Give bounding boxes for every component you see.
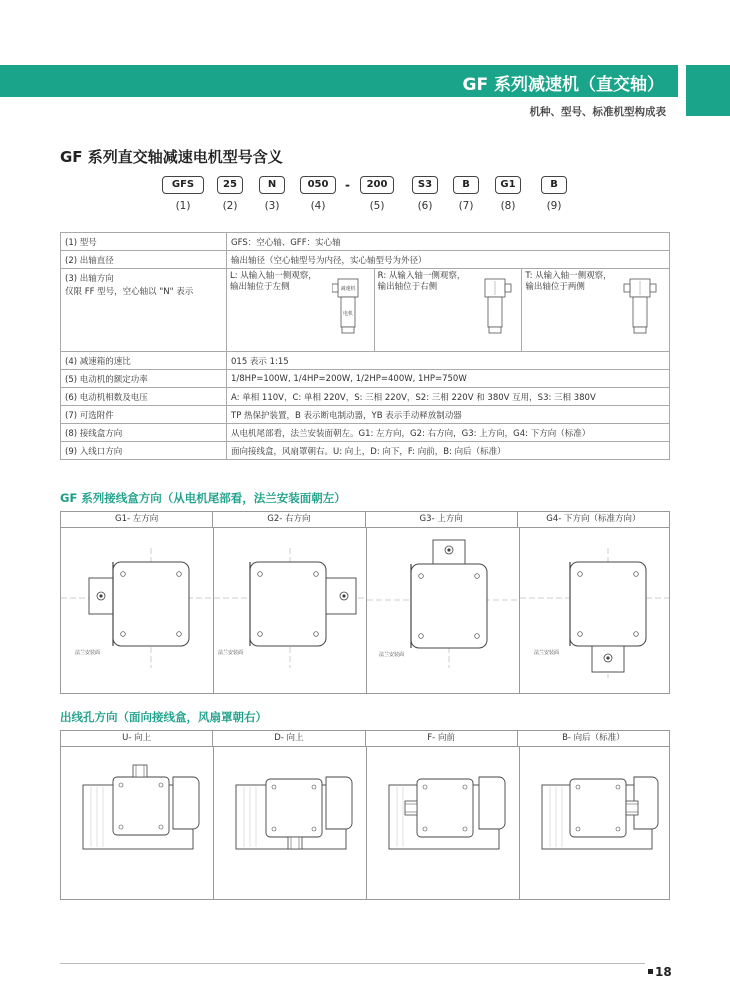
terminal-section-title: GF 系列接线盒方向（从电机尾部看，法兰安装面朝左） xyxy=(60,491,346,505)
motor-label: 电机 xyxy=(342,311,353,317)
code-box-diameter: 25 xyxy=(217,176,243,194)
row-label: (9) 入线口方向 xyxy=(61,442,227,460)
code-number: (7) xyxy=(458,200,474,212)
page-marker-icon xyxy=(648,969,653,974)
row-label: (8) 接线盒方向 xyxy=(61,424,227,442)
row-label: (7) 可选附件 xyxy=(61,406,227,424)
row-value: GFS：空心轴、GFF：实心轴 xyxy=(227,233,670,251)
terminal-diagram-g3 xyxy=(366,528,519,694)
code-box-ratio: 050 xyxy=(300,176,336,194)
row-label xyxy=(61,269,227,352)
row-value: A: 单相 110V，C: 单相 220V，S: 三相 220V，S2: 三相 220V 和 380V 互用，S3: 三相 380V xyxy=(227,388,670,406)
motor-end-view-g4 xyxy=(520,528,672,694)
row-value: 015 表示 1:15 xyxy=(227,352,670,370)
direction-option-r xyxy=(374,269,522,351)
terminal-header-g3: G3- 上方向 xyxy=(365,512,517,527)
table-row xyxy=(61,442,670,460)
row-label: (1) 型号 xyxy=(61,233,227,251)
outlet-diagram-u xyxy=(61,747,213,900)
shaft-left-diagram xyxy=(332,275,366,345)
table-row xyxy=(61,352,670,370)
table-row xyxy=(61,388,670,406)
flange-label: 法兰安装面 xyxy=(75,650,101,656)
flange-label: 法兰安装面 xyxy=(218,650,244,656)
table-row xyxy=(61,406,670,424)
code-number: (2) xyxy=(222,200,238,212)
terminal-header-g1: G1- 左方向 xyxy=(114,514,159,524)
outlet-diagram-row xyxy=(61,747,669,900)
table-row xyxy=(61,424,670,442)
row-value: TP 热保护装置，B 表示断电制动器，YB 表示手动释放制动器 xyxy=(227,406,670,424)
motor-end-view-g3 xyxy=(367,528,519,694)
row-label-line1: (3) 出轴方向 xyxy=(65,274,114,284)
code-number: (4) xyxy=(310,200,326,212)
code-box-type: GFS xyxy=(162,176,204,194)
direction-option-t xyxy=(521,269,669,351)
row-label: (6) 电动机相数及电压 xyxy=(61,388,227,406)
direction-text: R: 从输入轴一侧观察，输出轴位于右侧 xyxy=(377,271,466,292)
row-value: 从电机尾部看，法兰安装面朝左。G1: 左方向，G2: 右方向，G3: 上方向，G4: 下方向（标准） xyxy=(227,424,670,442)
page-number: 18 xyxy=(655,965,672,979)
header-tab xyxy=(686,65,730,116)
terminal-diagram-row xyxy=(61,528,669,694)
terminal-header-g4: G4- 下方向（标准方向） xyxy=(517,512,669,527)
spec-table xyxy=(60,232,670,460)
header-banner xyxy=(0,65,678,97)
motor-end-view-g2 xyxy=(214,528,366,694)
code-box-power: 200 xyxy=(360,176,394,194)
gear-label: 减速机 xyxy=(340,286,356,292)
flange-label: 法兰安装面 xyxy=(534,650,560,656)
model-section-title: GF 系列直交轴减速电机型号含义 xyxy=(60,148,283,166)
outlet-header-f: F- 向前 xyxy=(365,731,517,746)
outlet-diagram-d xyxy=(213,747,366,900)
motor-side-view-b xyxy=(520,747,672,900)
code-box-voltage: S3 xyxy=(412,176,438,194)
motor-side-view-u xyxy=(61,747,213,900)
outlet-diagram-b xyxy=(519,747,672,900)
row-value: 输出轴径（空心轴型号为内径，实心轴型号为外径） xyxy=(227,251,670,269)
row-label-line2: 仅限 FF 型号，空心轴以 "N" 表示 xyxy=(65,287,194,297)
direction-text: L: 从输入轴一侧观察，输出轴位于左侧 xyxy=(230,271,317,292)
code-number: (8) xyxy=(500,200,516,212)
model-code-row xyxy=(0,176,730,196)
row-label: (4) 减速箱的速比 xyxy=(61,352,227,370)
flange-label: 法兰安装面 xyxy=(379,652,405,658)
code-number: (9) xyxy=(546,200,562,212)
footer-divider xyxy=(60,963,645,964)
outlet-diagram-table xyxy=(60,730,670,900)
terminal-diagram-g4 xyxy=(519,528,672,694)
terminal-header-row xyxy=(61,512,669,528)
direction-option-l xyxy=(227,269,374,351)
row-value-direction xyxy=(227,269,670,352)
motor-end-view-g1 xyxy=(61,528,213,694)
code-number: (3) xyxy=(264,200,280,212)
outlet-header-b: B- 向后（标准） xyxy=(517,731,669,746)
row-label: (2) 出轴直径 xyxy=(61,251,227,269)
header-subtitle: 机种、型号、标准机型构成表 xyxy=(529,106,666,118)
code-number: (6) xyxy=(417,200,433,212)
table-row xyxy=(61,370,670,388)
outlet-header-row xyxy=(61,731,669,747)
terminal-diagram-table xyxy=(60,511,670,694)
terminal-diagram-g2 xyxy=(213,528,366,694)
terminal-diagram-g1 xyxy=(61,528,213,694)
row-value: 1/8HP=100W, 1/4HP=200W, 1/2HP=400W, 1HP=750W xyxy=(227,370,670,388)
shaft-both-diagram xyxy=(621,275,661,345)
table-row xyxy=(61,251,670,269)
page-header-title: GF 系列减速机（直交轴） xyxy=(462,75,664,95)
outlet-diagram-f xyxy=(366,747,519,900)
code-box-outlet: B xyxy=(541,176,567,194)
shaft-right-diagram xyxy=(479,275,513,345)
terminal-header-g2: G2- 右方向 xyxy=(212,512,364,527)
code-number: (5) xyxy=(369,200,385,212)
code-dash: - xyxy=(345,178,350,192)
row-label: (5) 电动机的额定功率 xyxy=(61,370,227,388)
table-row xyxy=(61,233,670,251)
table-row xyxy=(61,269,670,352)
row-value: 面向接线盒，风扇罩朝右。U: 向上，D: 向下，F: 向前，B: 向后（标准） xyxy=(227,442,670,460)
motor-side-view-f xyxy=(367,747,519,900)
code-box-option: B xyxy=(453,176,479,194)
code-box-terminal: G1 xyxy=(495,176,521,194)
outlet-header-d: D- 向上 xyxy=(212,731,364,746)
direction-text: T: 从输入轴一侧观察，输出轴位于两侧 xyxy=(525,271,612,292)
outlet-section-title: 出线孔方向（面向接线盒，风扇罩朝右） xyxy=(60,710,267,724)
code-number: (1) xyxy=(175,200,191,212)
outlet-header-u: U- 向上 xyxy=(122,733,152,743)
code-box-direction: N xyxy=(259,176,285,194)
motor-side-view-d xyxy=(214,747,366,900)
